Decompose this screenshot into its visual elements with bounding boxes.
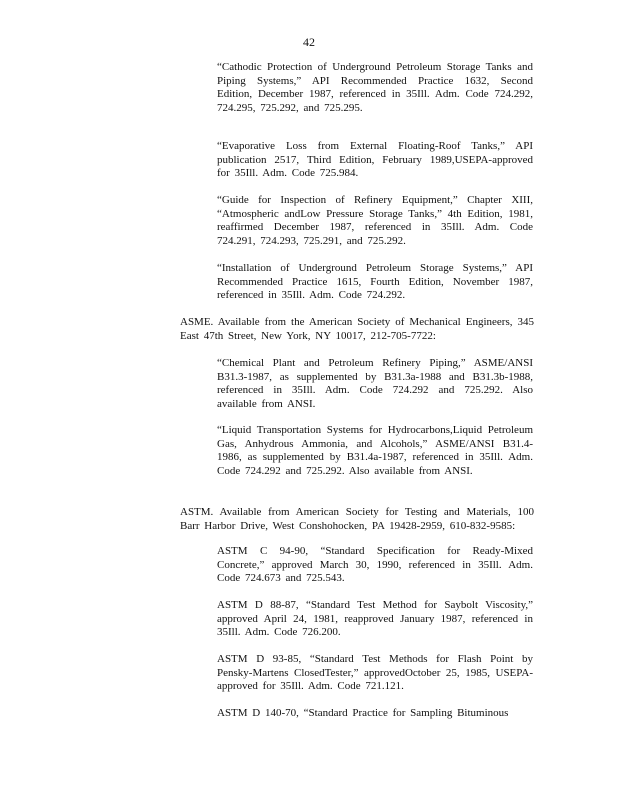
api-entry-evaporative-loss: “Evaporative Loss from External Floating-Roof Tanks,” API publication 2517, Third Edition, February 1989,USEPA-approved for 35Ill. Adm. Code 725.984. — [217, 140, 533, 180]
api-entry-cathodic-protection: “Cathodic Protection of Underground Petroleum Storage Tanks and Piping Systems,” API Recommended Practice 1632, Second Edition, December 1987, referenced in 35Ill. Adm. Code 724.292, 724.295, 725.292, and 725.295. — [217, 61, 533, 114]
asme-entry-liquid-transportation: “Liquid Transportation Systems for Hydrocarbons,Liquid Petroleum Gas, Anhydrous Ammonia, and Alcohols,” ASME/ANSI B31.4-1986, as supplemented by B31.4a-1987, referenced in 35Ill. Adm. Code 724.292 and 725.292. Also available from ANSI. — [217, 424, 533, 477]
astm-entry-c94: ASTM C 94-90, “Standard Specification for Ready-Mixed Concrete,” approved March 30, 1990, referenced in 35Ill. Adm. Code 724.673 and 725.543. — [217, 545, 533, 585]
asme-heading: ASME. Available from the American Society of Mechanical Engineers, 345 East 47th Street, New York, NY 10017, 212-705-7722: — [180, 316, 534, 342]
api-entry-refinery-inspection: “Guide for Inspection of Refinery Equipment,” Chapter XIII, “Atmospheric andLow Pressure Storage Tanks,” 4th Edition, 1981, reaffirmed December 1987, referenced in 35Ill. Adm. Code 724.291, 724.293, 725.291, and 725.292. — [217, 194, 533, 247]
astm-entry-d140: ASTM D 140-70, “Standard Practice for Sampling Bituminous — [217, 707, 509, 719]
api-entry-underground-installation: “Installation of Underground Petroleum Storage Systems,” API Recommended Practice 1615, Fourth Edition, November 1987, referenced in 35Ill. Adm. Code 724.292. — [217, 262, 533, 302]
astm-entry-d93: ASTM D 93-85, “Standard Test Methods for Flash Point by Pensky-Martens ClosedTester,” approvedOctober 25, 1985, USEPA-approved for 35Ill. Adm. Code 721.121. — [217, 653, 533, 693]
asme-entry-chemical-plant-piping: “Chemical Plant and Petroleum Refinery Piping,” ASME/ANSI B31.3-1987, as supplemented by B31.3a-1988 and B31.3b-1988, referenced in 35Ill. Adm. Code 724.292 and 725.292. Also available from ANSI. — [217, 357, 533, 410]
astm-heading: ASTM. Available from American Society for Testing and Materials, 100 Barr Harbor Drive, West Conshohocken, PA 19428-2959, 610-832-9585: — [180, 506, 534, 532]
page-number: 42 — [303, 35, 315, 49]
astm-entry-d88: ASTM D 88-87, “Standard Test Method for Saybolt Viscosity,” approved April 24, 1981, reapproved January 1987, referenced in 35Ill. Adm. Code 726.200. — [217, 599, 533, 639]
